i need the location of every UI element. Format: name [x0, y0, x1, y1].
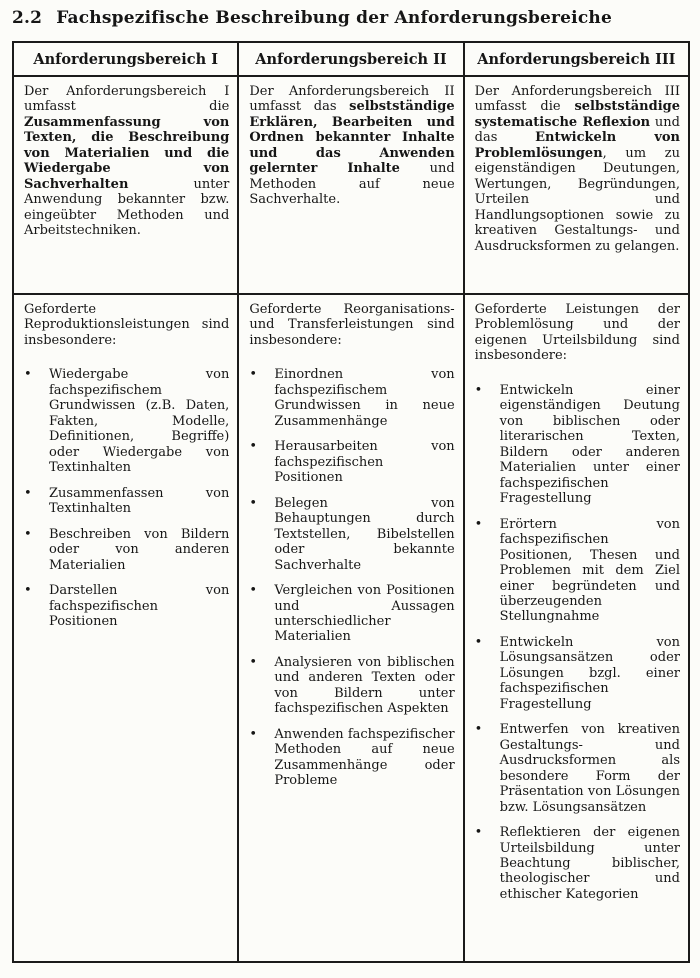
bullet-icon: •: [474, 722, 483, 738]
section-title-text: Fachspezifische Beschreibung der Anforderungsbereiche: [56, 8, 612, 28]
list-item-text: Belegen von Behauptungen durch Textstellen, Bibelstellen oder bekannte Sachverhalte: [274, 495, 455, 573]
list-item: [249, 583, 454, 645]
list-item: [249, 367, 454, 429]
list-item: [249, 727, 454, 789]
list-item-text: Wiedergabe von fachspezifischem Grundwissen (z.B. Daten, Fakten, Modelle, Definitionen, Begriffe) oder Wiedergabe von Textinhalten: [49, 367, 230, 476]
requirements-table: [12, 41, 690, 963]
requirements-cell-bereich-1: [13, 294, 238, 962]
description-cell-bereich-2: [238, 76, 463, 294]
list-item: [24, 367, 229, 475]
list-item-text: Herausarbeiten von fachspezifischen Positionen: [274, 439, 455, 486]
bullet-icon: •: [249, 495, 257, 511]
list-item-text: Entwickeln einer eigenständigen Deutung von biblischen oder literarischen Texten, Bildern oder anderen Materialien unter einer fachspezifischen Fragestellung: [499, 382, 680, 507]
header-cell-bereich-2: Anforderungsbereich II: [238, 42, 463, 76]
list-item-text: Zusammenfassen von Textinhalten: [49, 485, 230, 517]
list-item: [475, 383, 680, 507]
requirements-intro: Geforderte Leistungen der Problemlösung und der eigenen Urteilsbildung sind insbesondere:: [474, 302, 680, 364]
description-cell-bereich-1: [13, 76, 238, 294]
list-item: [24, 527, 229, 573]
bullet-icon: •: [474, 825, 483, 841]
bullet-icon: •: [24, 485, 32, 501]
list-item-text: Erörtern von fachspezifischen Positionen, Thesen und Problemen mit dem Ziel einer begründeten und überzeugenden Stellungnahme: [499, 516, 680, 625]
desc-segment-bold: selbstständige Erklären, Bearbeiten und Ordnen bekannter Inhalte und das Anwenden gelernter Inhalte: [249, 99, 455, 177]
description-row: [13, 76, 689, 294]
requirements-cell-bereich-2: [238, 294, 463, 962]
requirements-row: [13, 294, 689, 962]
list-item-text: Vergleichen von Positionen und Aussagen unterschiedlicher Materialien: [274, 583, 455, 645]
list-item: [475, 722, 680, 815]
bullet-icon: •: [474, 634, 483, 650]
bullet-icon: •: [249, 439, 257, 455]
desc-segment: Der Anforderungsbereich II umfasst das: [249, 84, 455, 115]
header-cell-bereich-3: Anforderungsbereich III: [464, 42, 689, 76]
list-item: [475, 825, 680, 902]
bullet-icon: •: [24, 367, 32, 383]
requirements-intro: Geforderte Reproduktionsleistungen sind insbesondere:: [24, 302, 230, 348]
desc-segment-bold: selbstständige systematische Reflexion: [474, 99, 680, 130]
desc-segment: Der Anforderungsbereich I umfasst die: [24, 84, 230, 115]
list-item-text: Entwerfen von kreativen Gestaltungs- und Ausdrucksformen als besondere Form der Präsentation von Lösungen bzw. Lösungsansätzen: [499, 722, 680, 815]
list-item: [249, 439, 454, 485]
list-item-text: Beschreiben von Bildern oder von anderen Materialien: [49, 526, 230, 573]
description-cell-bereich-3: [464, 76, 689, 294]
list-item-text: Reflektieren der eigenen Urteilsbildung unter Beachtung biblischer, theologischer und ethischer Kategorien: [499, 825, 680, 902]
bullet-icon: •: [24, 526, 32, 542]
list-item: [475, 635, 680, 712]
list-item: [24, 583, 229, 629]
list-item-text: Darstellen von fachspezifischen Positionen: [49, 583, 230, 629]
page-title: [11, 8, 690, 28]
description-paragraph: [249, 84, 454, 208]
desc-segment: , um zu eigenständigen Deutungen, Wertungen, Begründungen, Urteilen und Handlungsoptionen sowie zu kreativen Gestaltungs- und Ausdrucksformen zu gelangen.: [474, 145, 680, 254]
list-item: [249, 655, 454, 717]
desc-segment: unter Anwendung bekannter bzw. eingeübter Methoden und Arbeitstechniken.: [24, 176, 230, 239]
table-header-row: [13, 42, 689, 76]
list-item: [249, 496, 454, 573]
list-item-text: Anwenden fachspezifischer Methoden auf neue Zusammenhänge oder Probleme: [274, 726, 455, 789]
description-paragraph: [475, 84, 680, 254]
desc-segment: Der Anforderungsbereich III umfasst die: [474, 84, 680, 115]
bullet-icon: •: [249, 654, 257, 670]
desc-segment: und das: [474, 114, 681, 146]
list-item: [24, 486, 229, 517]
bullet-icon: •: [24, 583, 32, 599]
requirements-cell-bereich-3: [464, 294, 689, 962]
bullet-icon: •: [249, 367, 257, 383]
bullet-icon: •: [474, 516, 483, 532]
bullet-icon: •: [249, 726, 257, 742]
list-item-text: Entwickeln von Lösungsansätzen oder Lösungen bzgl. einer fachspezifischen Fragestellung: [499, 634, 680, 712]
desc-segment-bold: Entwickeln von Problemlösungen: [474, 130, 680, 161]
section-number: 2.2: [12, 8, 43, 28]
requirements-intro: Geforderte Reorganisations- und Transferleistungen sind insbesondere:: [249, 302, 455, 348]
list-item-text: Einordnen von fachspezifischem Grundwissen in neue Zusammenhänge: [274, 367, 455, 429]
bullet-icon: •: [474, 382, 483, 398]
desc-segment: und Methoden auf neue Sachverhalte.: [249, 161, 455, 208]
list-item-text: Analysieren von biblischen und anderen Texten oder von Bildern unter fachspezifischen Aspekten: [274, 654, 455, 717]
list-item: [475, 517, 680, 625]
bullet-icon: •: [249, 583, 257, 599]
header-cell-bereich-1: Anforderungsbereich I: [13, 42, 238, 76]
desc-segment-bold: Zusammenfassung von Texten, die Beschreibung von Materialien und die Wiedergabe von Sachverhalten: [24, 114, 230, 192]
description-paragraph: [24, 84, 229, 239]
